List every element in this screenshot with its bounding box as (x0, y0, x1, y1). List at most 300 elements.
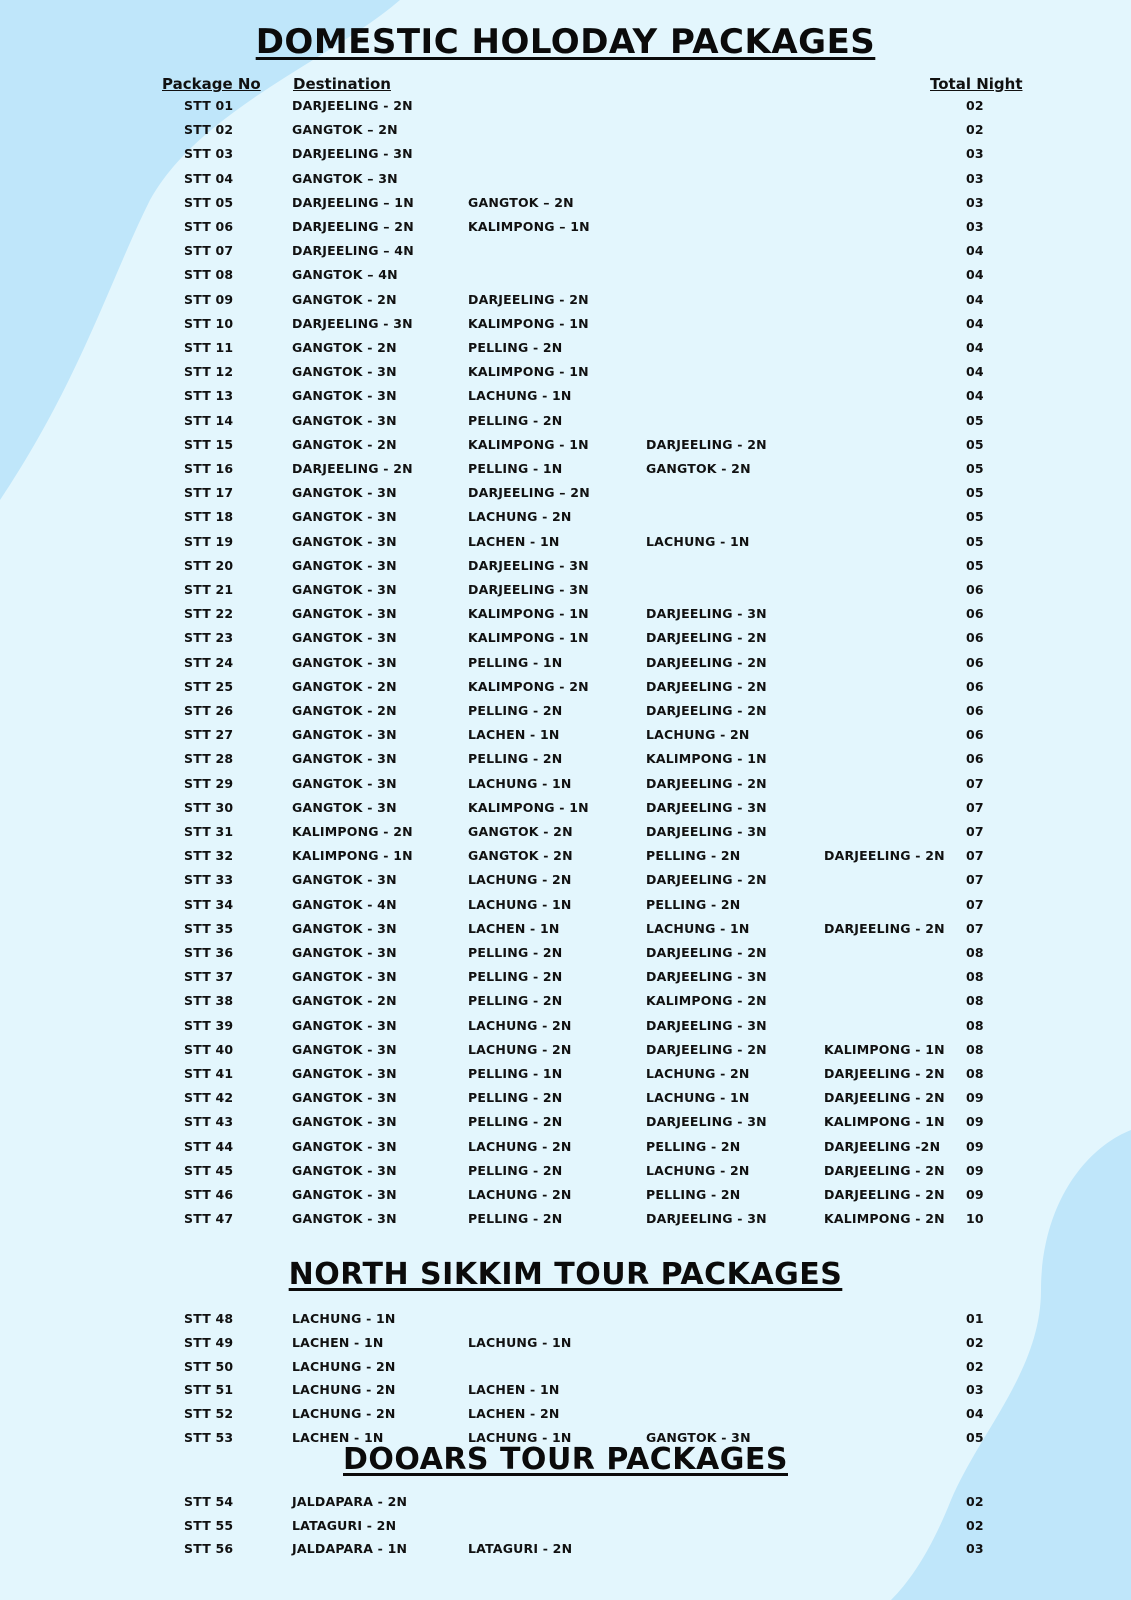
destination-cell: LACHUNG - 1N (292, 1311, 396, 1326)
package-no: STT 14 (184, 412, 234, 428)
package-no: STT 26 (184, 703, 234, 718)
package-no: STT 08 (184, 267, 234, 283)
destination-cell: JALDAPARA - 2N (292, 1494, 408, 1509)
destination-cell: DARJEELING - 2N (292, 98, 413, 113)
destination-cell: LACHUNG - 2N (468, 872, 572, 888)
destination-cell: LACHUNG - 2N (646, 1162, 750, 1178)
destination-cell: KALIMPONG - 2N (292, 824, 413, 839)
destination-cell: LACHUNG - 2N (468, 1187, 572, 1202)
total-night: 07 (966, 824, 984, 839)
table-row (0, 340, 1131, 360)
total-night: 08 (966, 945, 984, 960)
destination-cell: GANGTOK - 3N (292, 1114, 397, 1130)
destination-cell: LACHUNG - 2N (468, 1138, 572, 1154)
destination-cell: GANGTOK - 2N (292, 436, 397, 452)
total-night: 09 (966, 1187, 984, 1202)
table-row (0, 872, 1131, 892)
table-row (0, 1382, 1131, 1402)
table-row (0, 195, 1131, 215)
destination-cell: KALIMPONG - 1N (468, 364, 589, 380)
total-night: 07 (966, 848, 984, 864)
total-night: 05 (966, 412, 984, 428)
destination-cell: DARJEELING - 3N (468, 582, 589, 597)
destination-cell: GANGTOK - 3N (292, 1066, 397, 1081)
destination-cell: LACHUNG - 2N (292, 1358, 396, 1374)
destination-cell: LACHEN - 1N (292, 1430, 384, 1445)
table-row (0, 969, 1131, 989)
destination-cell: DARJEELING - 2N (824, 1187, 945, 1202)
destination-cell: GANGTOK - 2N (646, 461, 751, 476)
destination-cell: LACHUNG - 1N (646, 920, 750, 936)
total-night: 08 (966, 1041, 984, 1057)
table-row (0, 534, 1131, 554)
destination-cell: LACHEN - 1N (468, 920, 560, 936)
total-night: 05 (966, 1430, 984, 1445)
total-night: 07 (966, 896, 984, 912)
total-night: 05 (966, 485, 984, 501)
destination-cell: GANGTOK - 4N (292, 896, 397, 912)
destination-cell: PELLING - 2N (468, 751, 563, 767)
table-row (0, 509, 1131, 529)
destination-cell: KALIMPONG - 1N (292, 848, 413, 864)
destination-cell: GANGTOK - 3N (292, 751, 397, 767)
table-row (0, 1139, 1131, 1159)
destination-cell: KALIMPONG - 1N (468, 606, 589, 622)
package-no: STT 17 (184, 485, 234, 501)
destination-cell: GANGTOK - 3N (292, 1211, 397, 1227)
destination-cell: LATAGURI - 2N (468, 1541, 573, 1556)
total-night: 09 (966, 1138, 984, 1154)
package-no: STT 56 (184, 1541, 234, 1556)
destination-cell: GANGTOK - 3N (292, 557, 397, 573)
total-night: 06 (966, 678, 984, 694)
total-night: 08 (966, 969, 984, 985)
destination-cell: GANGTOK - 3N (646, 1430, 751, 1445)
destination-cell: LACHUNG - 1N (468, 896, 572, 912)
table-row (0, 582, 1131, 602)
destination-cell: KALIMPONG - 1N (468, 436, 589, 452)
total-night: 04 (966, 291, 984, 307)
destination-cell: KALIMPONG - 2N (646, 993, 767, 1009)
total-night: 04 (966, 388, 984, 404)
destination-cell: LACHUNG - 1N (646, 1090, 750, 1106)
destination-cell: DARJEELING - 3N (646, 1017, 767, 1033)
total-night: 07 (966, 799, 984, 815)
destination-cell: PELLING - 2N (468, 703, 563, 718)
total-night: 04 (966, 267, 984, 283)
table-row (0, 800, 1131, 820)
table-row (0, 897, 1131, 917)
destination-cell: DARJEELING - 2N (824, 848, 945, 864)
package-no: STT 20 (184, 557, 234, 573)
destination-cell: DARJEELING - 3N (646, 1211, 767, 1227)
page-title: DOMESTIC HOLODAY PACKAGES (255, 22, 876, 62)
destination-cell: DARJEELING - 2N (646, 1041, 767, 1057)
table-row (0, 1494, 1131, 1514)
table-row (0, 848, 1131, 868)
destination-cell: LACHEN - 1N (468, 727, 560, 743)
package-no: STT 19 (184, 533, 234, 549)
destination-cell: DARJEELING - 2N (824, 920, 945, 936)
destination-cell: DARJEELING - 2N (646, 945, 767, 960)
destination-cell: LACHUNG - 1N (646, 533, 750, 549)
package-no: STT 27 (184, 727, 234, 743)
destination-cell: GANGTOK - 2N (468, 824, 573, 839)
destination-cell: GANGTOK - 3N (292, 1187, 397, 1202)
destination-cell: PELLING - 2N (468, 1114, 563, 1130)
destination-cell: GANGTOK - 3N (292, 1138, 397, 1154)
destination-cell: KALIMPONG - 2N (468, 678, 589, 694)
destination-cell: KALIMPONG - 1N (468, 315, 589, 331)
table-row (0, 824, 1131, 844)
total-night: 06 (966, 582, 984, 597)
total-night: 09 (966, 1090, 984, 1106)
total-night: 06 (966, 606, 984, 622)
package-no: STT 09 (184, 291, 234, 307)
destination-cell: DARJEELING - 3N (292, 146, 413, 162)
destination-cell: GANGTOK - 3N (292, 509, 397, 525)
total-night: 05 (966, 509, 984, 525)
total-night: 04 (966, 243, 984, 259)
total-night: 01 (966, 1311, 984, 1326)
table-row (0, 146, 1131, 166)
destination-cell: PELLING - 2N (646, 1187, 741, 1202)
destination-cell: GANGTOK - 3N (292, 485, 397, 501)
table-row (0, 921, 1131, 941)
destination-cell: GANGTOK - 3N (292, 945, 397, 960)
table-row (0, 1042, 1131, 1062)
package-no: STT 18 (184, 509, 234, 525)
package-no: STT 49 (184, 1334, 234, 1350)
total-night: 08 (966, 1066, 984, 1081)
destination-cell: GANGTOK - 3N (292, 606, 397, 622)
table-row (0, 630, 1131, 650)
destination-cell: DARJEELING - 2N (646, 775, 767, 791)
destination-cell: GANGTOK - 3N (292, 582, 397, 597)
total-night: 05 (966, 461, 984, 476)
destination-cell: GANGTOK - 3N (292, 799, 397, 815)
table-row (0, 655, 1131, 675)
table-row (0, 1359, 1131, 1379)
header-total-night: Total Night (930, 75, 1023, 93)
destination-cell: GANGTOK - 2N (292, 340, 397, 355)
destination-cell: DARJEELING - 3N (646, 799, 767, 815)
total-night: 02 (966, 1334, 984, 1350)
destination-cell: GANGTOK - 3N (292, 364, 397, 380)
total-night: 07 (966, 920, 984, 936)
package-no: STT 04 (184, 170, 234, 186)
package-no: STT 55 (184, 1517, 234, 1533)
destination-cell: PELLING - 1N (468, 1066, 563, 1081)
destination-cell: KALIMPONG - 1N (646, 751, 767, 767)
destination-cell: GANGTOK - 3N (292, 969, 397, 985)
package-no: STT 47 (184, 1211, 234, 1227)
destination-cell: LACHEN - 1N (292, 1334, 384, 1350)
destination-cell: DARJEELING - 3N (646, 969, 767, 985)
destination-cell: LACHUNG - 2N (468, 509, 572, 525)
destination-cell: PELLING - 2N (468, 1162, 563, 1178)
package-no: STT 01 (184, 98, 234, 113)
destination-cell: GANGTOK – 3N (292, 170, 398, 186)
package-no: STT 21 (184, 582, 234, 597)
destination-cell: DARJEELING - 3N (468, 557, 589, 573)
total-night: 10 (966, 1211, 984, 1227)
package-no: STT 07 (184, 243, 234, 259)
table-row (0, 243, 1131, 263)
destination-cell: GANGTOK - 3N (292, 654, 397, 670)
destination-cell: DARJEELING – 2N (468, 485, 590, 501)
table-row (0, 679, 1131, 699)
package-no: STT 13 (184, 388, 234, 404)
destination-cell: KALIMPONG - 1N (468, 630, 589, 646)
destination-cell: PELLING - 1N (468, 654, 563, 670)
package-no: STT 03 (184, 146, 234, 162)
table-row (0, 364, 1131, 384)
destination-cell: LACHUNG - 1N (468, 1334, 572, 1350)
destination-cell: GANGTOK - 3N (292, 533, 397, 549)
destination-cell: LACHUNG - 2N (292, 1382, 396, 1398)
north-sikkim-title: NORTH SIKKIM TOUR PACKAGES (288, 1257, 843, 1292)
table-row (0, 388, 1131, 408)
package-no: STT 05 (184, 194, 234, 210)
destination-cell: DARJEELING – 2N (292, 219, 414, 234)
total-night: 02 (966, 122, 984, 138)
destination-cell: LATAGURI - 2N (292, 1517, 397, 1533)
destination-cell: PELLING - 2N (468, 340, 563, 355)
table-row (0, 727, 1131, 747)
table-row (0, 558, 1131, 578)
total-night: 08 (966, 1017, 984, 1033)
package-no: STT 32 (184, 848, 234, 864)
table-row (0, 993, 1131, 1013)
package-no: STT 40 (184, 1041, 234, 1057)
total-night: 05 (966, 557, 984, 573)
destination-cell: PELLING - 2N (468, 1211, 563, 1227)
total-night: 06 (966, 751, 984, 767)
destination-cell: GANGTOK – 2N (468, 194, 574, 210)
package-no: STT 25 (184, 678, 234, 694)
package-no: STT 12 (184, 364, 234, 380)
table-row (0, 945, 1131, 965)
destination-cell: GANGTOK - 3N (292, 1017, 397, 1033)
total-night: 05 (966, 533, 984, 549)
total-night: 07 (966, 775, 984, 791)
destination-cell: LACHUNG - 2N (646, 1066, 750, 1081)
table-row (0, 485, 1131, 505)
destination-cell: KALIMPONG - 2N (824, 1211, 945, 1227)
table-row (0, 219, 1131, 239)
destination-cell: DARJEELING - 3N (292, 315, 413, 331)
table-row (0, 292, 1131, 312)
destination-cell: GANGTOK - 2N (292, 993, 397, 1009)
destination-cell: LACHUNG - 2N (646, 727, 750, 743)
total-night: 04 (966, 364, 984, 380)
destination-cell: GANGTOK – 2N (292, 122, 398, 138)
destination-cell: DARJEELING - 2N (646, 654, 767, 670)
total-night: 03 (966, 170, 984, 186)
total-night: 07 (966, 872, 984, 888)
destination-cell: GANGTOK - 3N (292, 920, 397, 936)
destination-cell: GANGTOK - 3N (292, 872, 397, 888)
table-row (0, 1541, 1131, 1561)
destination-cell: KALIMPONG - 1N (468, 799, 589, 815)
package-no: STT 52 (184, 1406, 234, 1422)
table-row (0, 1090, 1131, 1110)
destination-cell: DARJEELING - 3N (646, 606, 767, 622)
package-no: STT 48 (184, 1311, 234, 1326)
package-no: STT 11 (184, 340, 234, 355)
table-row (0, 98, 1131, 118)
table-row (0, 776, 1131, 796)
destination-cell: PELLING - 2N (468, 969, 563, 985)
package-no: STT 23 (184, 630, 234, 646)
destination-cell: DARJEELING – 4N (292, 243, 414, 259)
destination-cell: PELLING - 2N (468, 412, 563, 428)
total-night: 02 (966, 1517, 984, 1533)
package-no: STT 44 (184, 1138, 234, 1154)
package-no: STT 42 (184, 1090, 234, 1106)
package-no: STT 31 (184, 824, 234, 839)
destination-cell: LACHEN - 2N (468, 1406, 560, 1422)
package-no: STT 02 (184, 122, 234, 138)
destination-cell: PELLING - 2N (468, 1090, 563, 1106)
destination-cell: GANGTOK - 3N (292, 630, 397, 646)
package-no: STT 46 (184, 1187, 234, 1202)
destination-cell: GANGTOK - 3N (292, 1162, 397, 1178)
header-package-no: Package No (162, 75, 261, 93)
destination-cell: LACHEN - 1N (468, 533, 560, 549)
package-no: STT 24 (184, 654, 234, 670)
package-no: STT 06 (184, 219, 234, 234)
destination-cell: LACHUNG - 1N (468, 388, 572, 404)
destination-cell: DARJEELING - 2N (824, 1162, 945, 1178)
destination-cell: DARJEELING - 2N (646, 872, 767, 888)
total-night: 09 (966, 1162, 984, 1178)
destination-cell: KALIMPONG - 1N (824, 1041, 945, 1057)
destination-cell: LACHUNG - 1N (468, 1430, 572, 1445)
table-row (0, 1018, 1131, 1038)
destination-cell: GANGTOK - 3N (292, 412, 397, 428)
table-row (0, 1335, 1131, 1355)
destination-cell: LACHUNG - 2N (468, 1017, 572, 1033)
destination-cell: GANGTOK - 3N (292, 1090, 397, 1106)
total-night: 02 (966, 1358, 984, 1374)
total-night: 04 (966, 315, 984, 331)
package-no: STT 30 (184, 799, 234, 815)
table-row (0, 316, 1131, 336)
destination-cell: DARJEELING - 3N (646, 1114, 767, 1130)
total-night: 03 (966, 1541, 984, 1556)
destination-cell: KALIMPONG – 1N (468, 219, 590, 234)
destination-cell: DARJEELING - 2N (646, 678, 767, 694)
package-no: STT 28 (184, 751, 234, 767)
total-night: 06 (966, 703, 984, 718)
destination-cell: PELLING - 2N (468, 993, 563, 1009)
table-row (0, 1518, 1131, 1538)
package-no: STT 54 (184, 1494, 234, 1509)
destination-cell: GANGTOK - 3N (292, 727, 397, 743)
destination-cell: GANGTOK - 3N (292, 775, 397, 791)
total-night: 02 (966, 1494, 984, 1509)
destination-cell: DARJEELING - 2N (646, 703, 767, 718)
destination-cell: LACHUNG - 1N (468, 775, 572, 791)
destination-cell: DARJEELING -2N (824, 1138, 941, 1154)
destination-cell: DARJEELING - 2N (824, 1090, 945, 1106)
destination-cell: DARJEELING - 2N (824, 1066, 945, 1081)
destination-cell: DARJEELING - 2N (646, 630, 767, 646)
package-no: STT 35 (184, 920, 234, 936)
total-night: 03 (966, 194, 984, 210)
package-no: STT 33 (184, 872, 234, 888)
package-no: STT 22 (184, 606, 234, 622)
destination-cell: GANGTOK - 3N (292, 1041, 397, 1057)
destination-cell: PELLING - 2N (646, 848, 741, 864)
table-row (0, 606, 1131, 626)
destination-cell: PELLING - 2N (646, 896, 741, 912)
package-no: STT 53 (184, 1430, 234, 1445)
package-no: STT 34 (184, 896, 234, 912)
table-row (0, 1114, 1131, 1134)
destination-cell: PELLING - 2N (468, 945, 563, 960)
table-row (0, 751, 1131, 771)
total-night: 06 (966, 654, 984, 670)
total-night: 03 (966, 219, 984, 234)
package-no: STT 38 (184, 993, 234, 1009)
header-destination: Destination (293, 75, 391, 93)
destination-cell: GANGTOK - 2N (292, 291, 397, 307)
total-night: 02 (966, 98, 984, 113)
package-no: STT 15 (184, 436, 234, 452)
package-no: STT 50 (184, 1358, 234, 1374)
destination-cell: GANGTOK - 2N (468, 848, 573, 864)
table-row (0, 1187, 1131, 1207)
destination-cell: GANGTOK – 4N (292, 267, 398, 283)
dooars-title: DOOARS TOUR PACKAGES (343, 1442, 788, 1477)
total-night: 04 (966, 1406, 984, 1422)
package-no: STT 37 (184, 969, 234, 985)
table-row (0, 267, 1131, 287)
package-no: STT 36 (184, 945, 234, 960)
table-row (0, 1163, 1131, 1183)
total-night: 03 (966, 1382, 984, 1398)
destination-cell: GANGTOK - 3N (292, 388, 397, 404)
package-no: STT 29 (184, 775, 234, 791)
destination-cell: KALIMPONG - 1N (824, 1114, 945, 1130)
total-night: 03 (966, 146, 984, 162)
table-row (0, 703, 1131, 723)
total-night: 09 (966, 1114, 984, 1130)
table-row (0, 1211, 1131, 1231)
destination-cell: DARJEELING - 3N (646, 824, 767, 839)
total-night: 05 (966, 436, 984, 452)
table-row (0, 437, 1131, 457)
destination-cell: PELLING - 1N (468, 461, 563, 476)
destination-cell: LACHUNG - 2N (292, 1406, 396, 1422)
total-night: 08 (966, 993, 984, 1009)
package-no: STT 41 (184, 1066, 234, 1081)
table-row (0, 1406, 1131, 1426)
destination-cell: JALDAPARA - 1N (292, 1541, 408, 1556)
table-row (0, 1066, 1131, 1086)
package-no: STT 10 (184, 315, 234, 331)
table-row (0, 461, 1131, 481)
total-night: 06 (966, 630, 984, 646)
table-row (0, 413, 1131, 433)
destination-cell: DARJEELING - 2N (468, 291, 589, 307)
destination-cell: PELLING - 2N (646, 1138, 741, 1154)
destination-cell: DARJEELING - 2N (292, 461, 413, 476)
table-row (0, 171, 1131, 191)
